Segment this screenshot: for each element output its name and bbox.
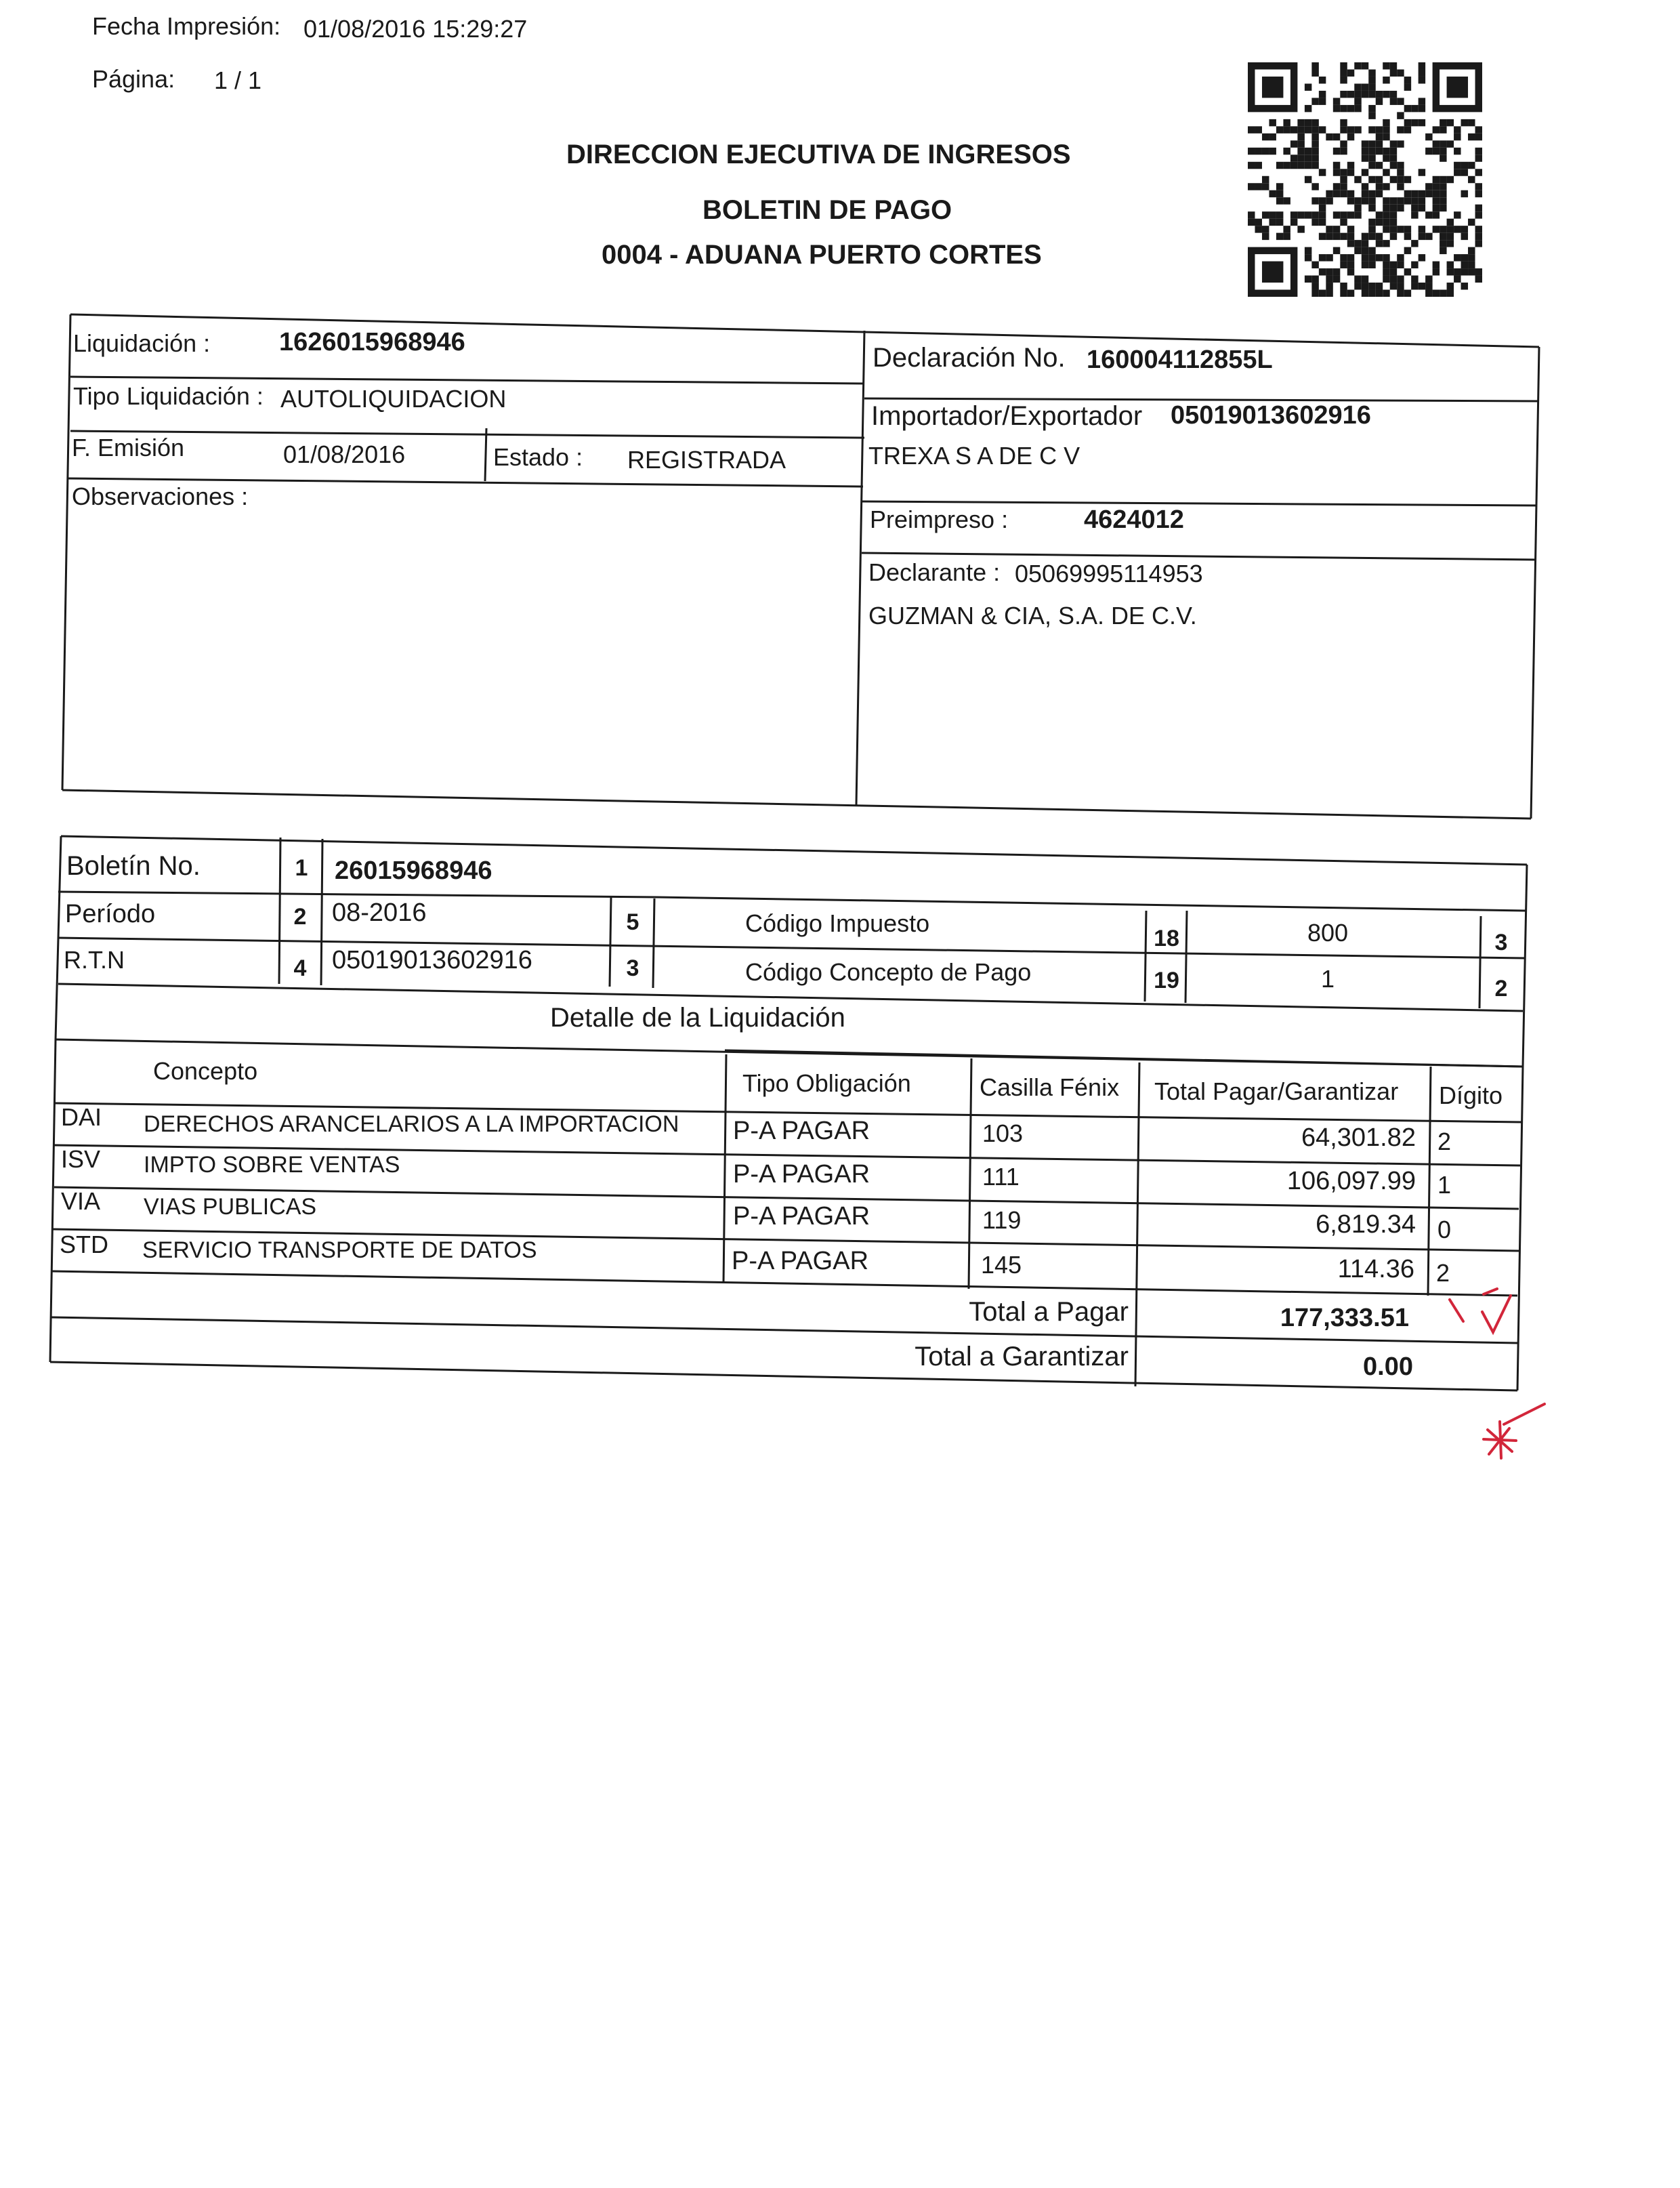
row-digito: 1 (1437, 1171, 1452, 1199)
codigo-concepto-label: Código Concepto de Pago (745, 958, 1032, 986)
codigo-impuesto-value: 800 (1307, 919, 1349, 947)
codigo-impuesto-check: 3 (1494, 930, 1508, 955)
fecha-impresion-label: Fecha Impresión: (92, 12, 281, 40)
codigo-impuesto-box: 18 (1154, 926, 1179, 951)
row-tipo: P-A PAGAR (733, 1202, 870, 1231)
periodo-digit: 2 (293, 904, 307, 930)
declarante-label: Declarante : (868, 558, 1001, 586)
periodo-label: Período (65, 900, 156, 928)
pagina-value: 1 / 1 (214, 66, 262, 94)
row-casilla: 119 (982, 1206, 1022, 1234)
rtn-value: 05019013602916 (332, 946, 532, 974)
total-garantizar-label: Total a Garantizar (915, 1342, 1129, 1371)
row-code: VIA (61, 1187, 101, 1215)
row-tipo: P-A PAGAR (732, 1247, 869, 1275)
page-title: DIRECCION EJECUTIVA DE INGRESOS (566, 140, 1071, 169)
observaciones-label: Observaciones : (72, 482, 249, 510)
preimpreso-label: Preimpreso : (870, 505, 1009, 533)
periodo-value: 08-2016 (332, 899, 427, 927)
tipo-liquidacion-label: Tipo Liquidación : (73, 382, 264, 410)
row-digito: 2 (1437, 1128, 1452, 1155)
rtn-digit: 4 (293, 955, 307, 981)
row-desc: IMPTO SOBRE VENTAS (144, 1152, 400, 1178)
row-total: 6,819.34 (1316, 1210, 1416, 1239)
row-tipo: P-A PAGAR (733, 1117, 870, 1145)
col-header-tipo: Tipo Obligación (742, 1069, 911, 1097)
row-casilla: 145 (981, 1251, 1022, 1279)
row-total: 64,301.82 (1301, 1123, 1416, 1152)
total-pagar-label: Total a Pagar (969, 1297, 1129, 1327)
row-code: DAI (61, 1103, 102, 1131)
importador-name: TREXA S A DE C V (868, 442, 1080, 470)
pagina-label: Página: (92, 65, 175, 93)
estado-label: Estado : (493, 443, 583, 471)
declaracion-label: Declaración No. (873, 343, 1066, 373)
col-header-casilla: Casilla Fénix (980, 1073, 1120, 1101)
estado-value: REGISTRADA (627, 446, 786, 474)
rtn-label: R.T.N (64, 946, 125, 974)
page-subtitle: BOLETIN DE PAGO (702, 195, 952, 225)
fecha-emision-value: 01/08/2016 (283, 440, 406, 468)
row-casilla: 111 (982, 1163, 1020, 1191)
total-pagar-value: 177,333.51 (1280, 1304, 1409, 1332)
aduana-title: 0004 - ADUANA PUERTO CORTES (602, 240, 1042, 270)
col-header-concepto: Concepto (153, 1057, 258, 1085)
codigo-concepto-check: 2 (1494, 976, 1508, 1002)
row-tipo: P-A PAGAR (733, 1160, 870, 1189)
importador-label: Importador/Exportador (871, 401, 1143, 431)
rtn-box: 3 (626, 955, 639, 981)
row-digito: 2 (1436, 1259, 1450, 1287)
row-desc: VIAS PUBLICAS (144, 1194, 317, 1220)
codigo-concepto-box: 19 (1154, 968, 1179, 993)
row-total: 106,097.99 (1286, 1167, 1416, 1195)
boletin-digit: 1 (295, 855, 308, 881)
row-code: ISV (61, 1145, 101, 1173)
declarante-value: 05069995114953 (1015, 560, 1203, 587)
codigo-concepto-value: 1 (1320, 965, 1335, 993)
row-desc: DERECHOS ARANCELARIOS A LA IMPORTACION (144, 1111, 679, 1137)
col-header-total: Total Pagar/Garantizar (1154, 1077, 1399, 1105)
importador-value: 05019013602916 (1171, 401, 1371, 430)
declarante-name: GUZMAN & CIA, S.A. DE C.V. (868, 602, 1197, 629)
periodo-box: 5 (626, 909, 639, 935)
row-code: STD (60, 1231, 108, 1258)
row-desc: SERVICIO TRANSPORTE DE DATOS (142, 1237, 537, 1263)
declaracion-value: 160004112855L (1087, 346, 1273, 374)
detalle-title: Detalle de la Liquidación (550, 1003, 845, 1033)
row-total: 114.36 (1337, 1255, 1414, 1283)
tipo-liquidacion-value: AUTOLIQUIDACION (280, 385, 507, 413)
liquidacion-value: 1626015968946 (279, 328, 465, 356)
liquidacion-label: Liquidación : (73, 329, 211, 357)
col-header-digito: Dígito (1439, 1081, 1503, 1109)
boletin-label: Boletín No. (66, 851, 201, 881)
row-casilla: 103 (982, 1119, 1024, 1147)
row-digito: 0 (1437, 1216, 1452, 1243)
fecha-impresion-value: 01/08/2016 15:29:27 (303, 15, 528, 43)
total-garantizar-value: 0.00 (1363, 1353, 1413, 1381)
fecha-emision-label: F. Emisión (72, 434, 185, 461)
qr-code-icon (1246, 62, 1484, 297)
preimpreso-value: 4624012 (1084, 505, 1184, 534)
boletin-value: 26015968946 (335, 856, 492, 885)
codigo-impuesto-label: Código Impuesto (745, 909, 930, 937)
